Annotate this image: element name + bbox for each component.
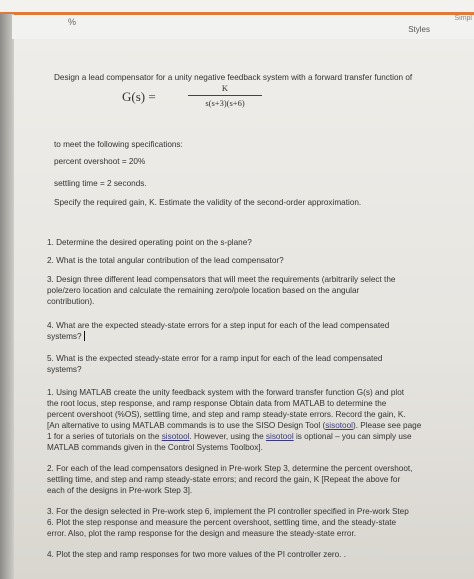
formula-numerator: K <box>221 83 229 93</box>
spec-settling-time: settling time = 2 seconds. <box>54 179 147 188</box>
styles-button[interactable]: Styles <box>408 25 430 34</box>
page-left-shadow <box>0 14 14 579</box>
fraction-bar <box>188 95 262 96</box>
question-3: 3. Design three different lead compensators that will meet the requirements (arbitrarily select the pole/zero location and calculate the remaining zero/pole location based on the angular contribution). <box>47 275 396 306</box>
sisotool-link-3[interactable]: sisotool <box>265 432 294 441</box>
question-1: 1. Determine the desired operating point on the s-plane? <box>47 238 252 247</box>
question-5: 5. What is the expected steady-state error for a ramp input for each of the lead compensated systems? <box>47 354 383 374</box>
document-page[interactable] <box>14 39 474 579</box>
question-4-line2: systems? <box>47 332 82 341</box>
question-2: 2. What is the total angular contribution of the lead compensator? <box>47 256 284 265</box>
formula-denominator: s(s+3)(s+6) <box>205 98 245 108</box>
problem-intro: Design a lead compensator for a unity negative feedback system with a forward transfer function of <box>54 73 413 82</box>
formula-lhs: G(s) = <box>122 89 156 104</box>
prework-step-3: 3. For the design selected in Pre-work step 6, implement the PI controller specified in Pre-work Step 6. Plot the step response and measure the percent overshoot, settling time, and the steady-state error. Also, plot the ramp response for the design and measure the steady-state error. <box>47 507 409 538</box>
prework-step-2: 2. For each of the lead compensators designed in Pre-work Step 3, determine the percent overshoot, settling time, and step and ramp steady-state errors; and record the gain, K [Repeat the above for each of the designs in Pre-work Step 3]. <box>47 464 413 495</box>
ribbon-mark: % <box>68 17 77 27</box>
formula-fraction <box>188 83 262 108</box>
prework-step-1: 1. Using MATLAB create the unity feedback system with the forward transfer function G(s) and plot the root locus, step response, and ramp response Obtain data from MATLAB to determine the percent overshoot (%OS), settling time, and step and ramp steady-state errors. Record the gain, K. [An alternative to using MATLAB commands is to use the SISO Design Tool (sisotool). Please see page 1 for a series of tutorials on the sisotool. However, using the sisotool is optional – you can simply use MATLAB commands given in the Control Systems Toolbox]. <box>47 388 422 452</box>
spec-overshoot: percent overshoot = 20% <box>54 157 146 166</box>
question-4: 4. What are the expected steady-state errors for a step input for each of the lead compensated systems? <box>47 321 390 341</box>
corner-label: Simpl <box>454 15 472 22</box>
gain-instruction: Specify the required gain, K. Estimate the validity of the second-order approximation. <box>54 198 362 207</box>
sisotool-link-2[interactable]: sisotool <box>161 432 190 441</box>
sisotool-link-1[interactable]: sisotool <box>325 421 353 430</box>
prework-step-4: 4. Plot the step and ramp responses for two more values of the PI controller zero. . <box>47 550 346 559</box>
editor-ribbon <box>12 15 474 39</box>
text-cursor <box>84 331 86 341</box>
specs-intro: to meet the following specifications: <box>54 140 183 149</box>
